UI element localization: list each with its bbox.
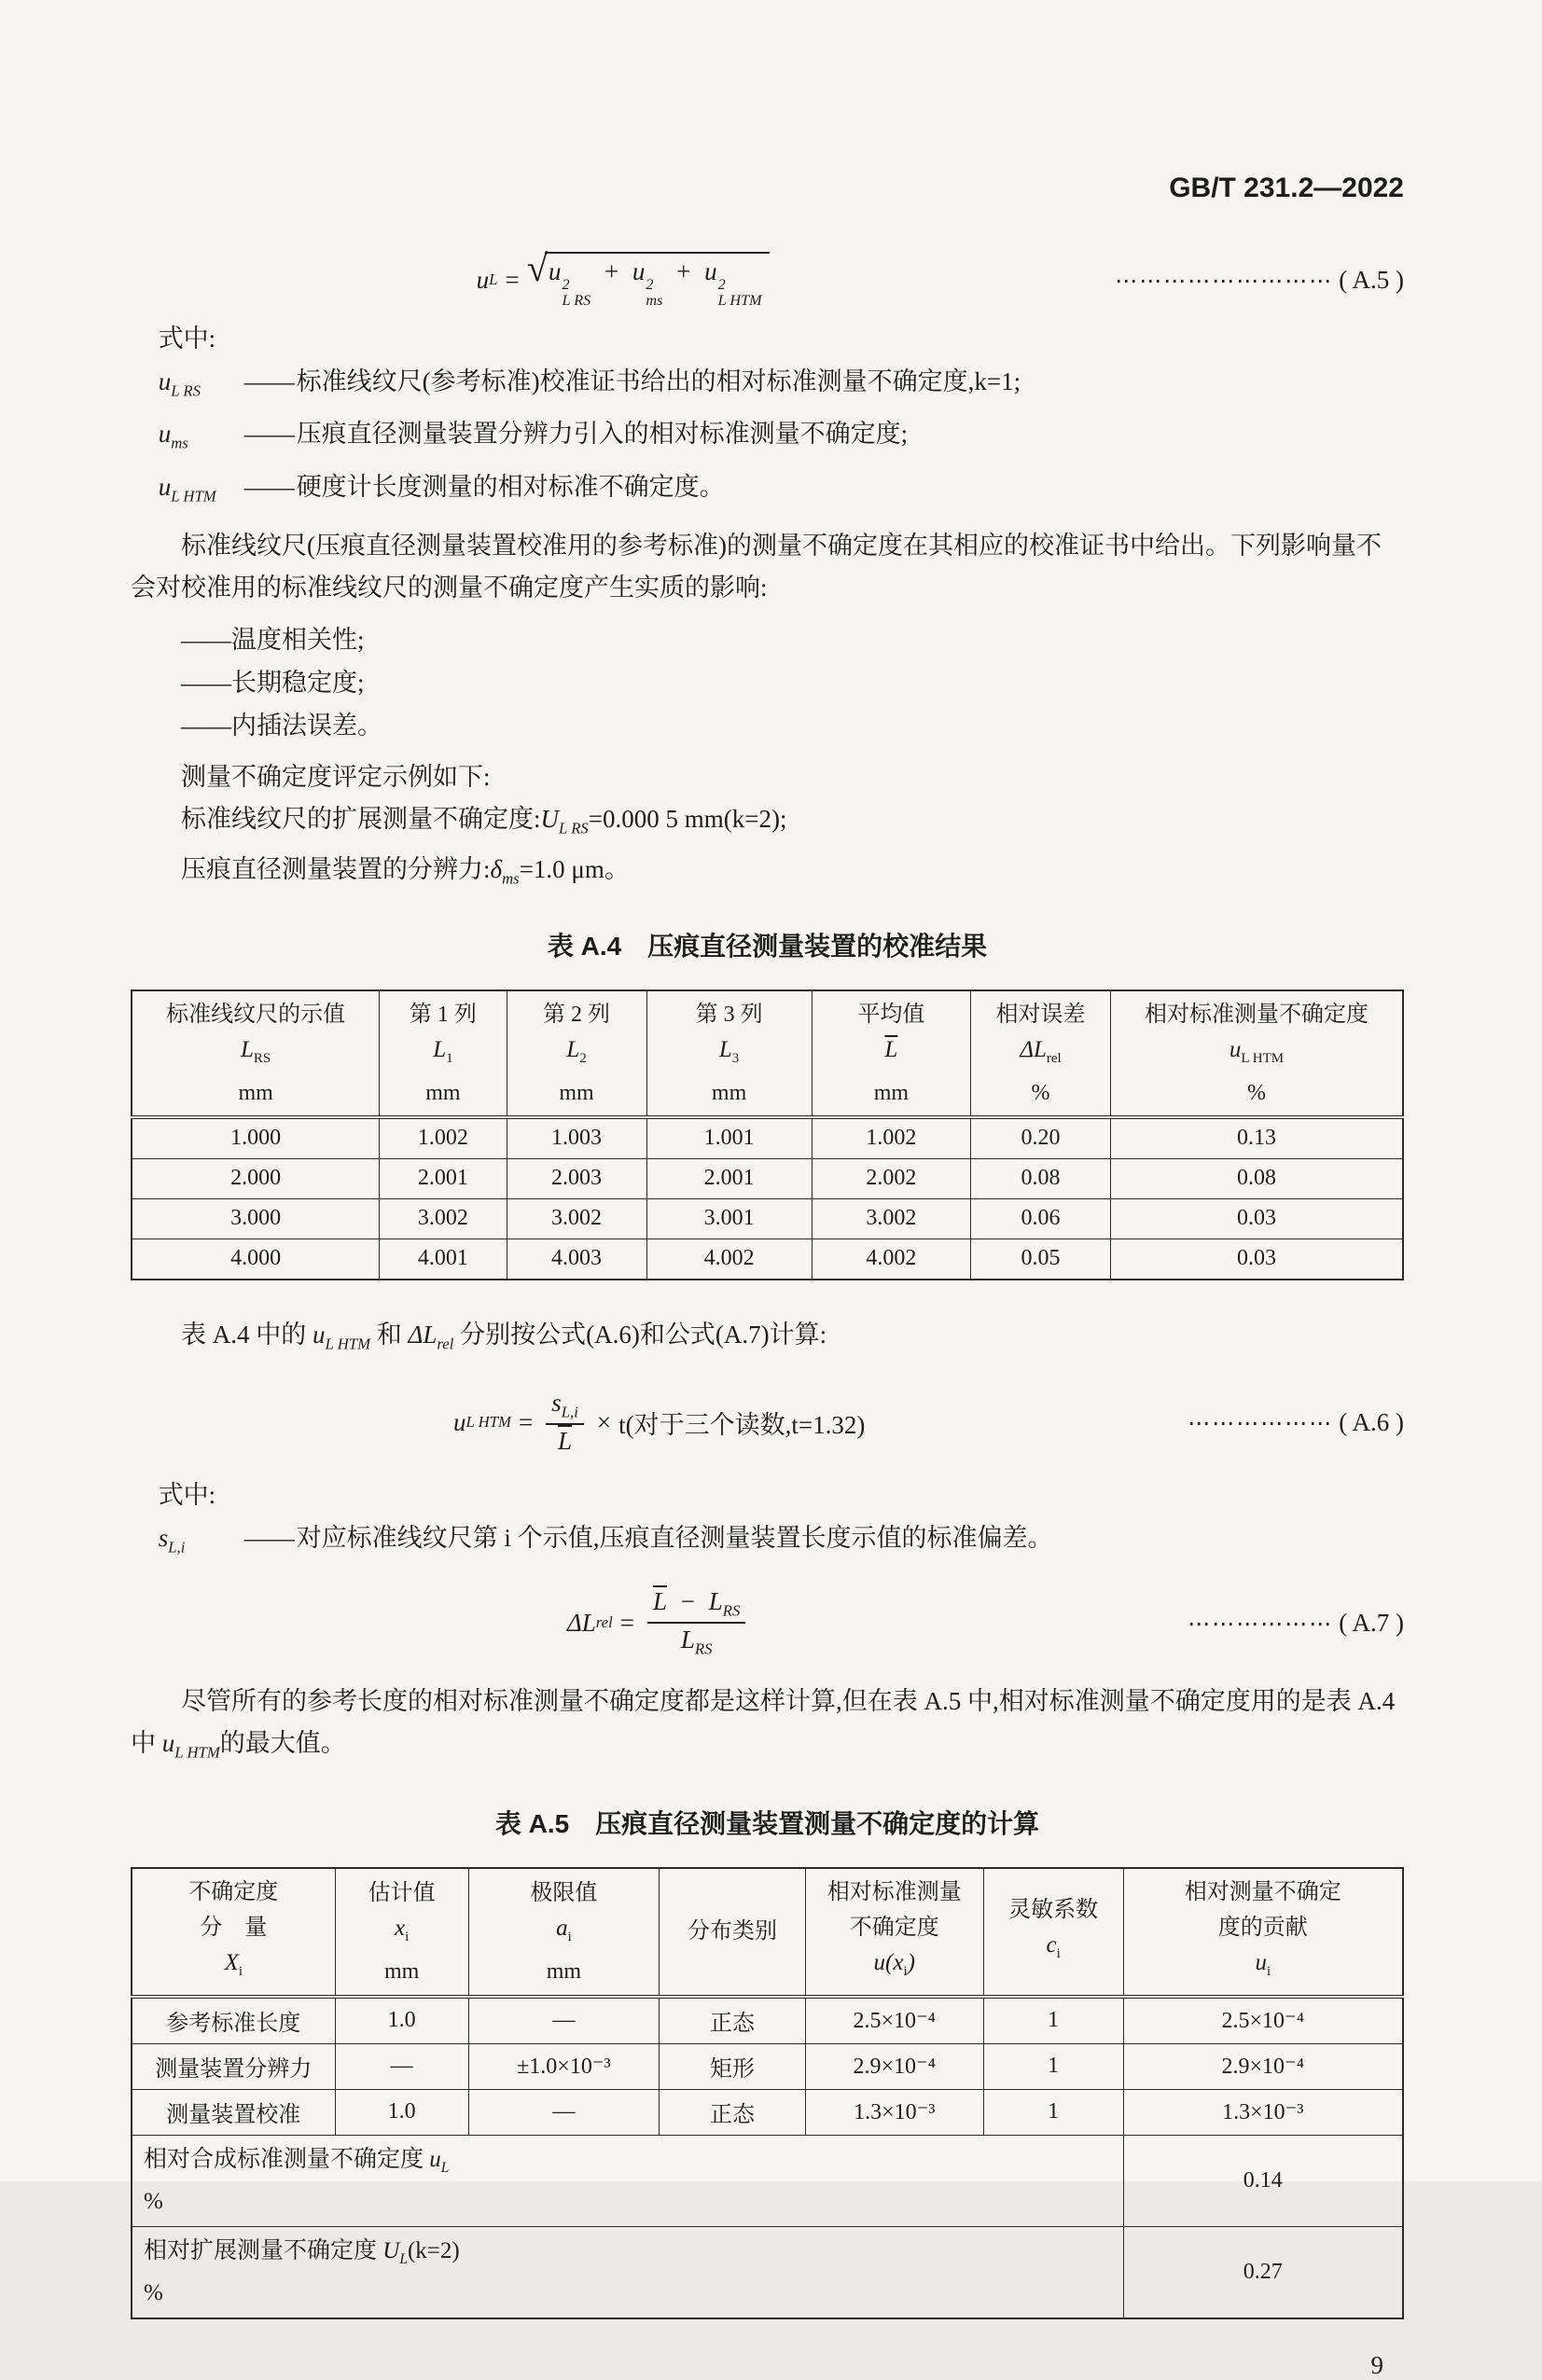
table-row [132, 1198, 1403, 1238]
formula-a6 [131, 1376, 1404, 1469]
formula-a6-lhs-sub: L HTM [465, 1413, 511, 1432]
table-row [132, 2089, 1403, 2135]
a4-col-relerror [971, 990, 1111, 1117]
col-unit: mm [711, 1080, 747, 1105]
list-item: ——长期稳定度; [181, 668, 365, 697]
symbol-base: u [161, 1729, 175, 1758]
a5-col-component [132, 1868, 335, 1997]
cell: 3.001 [646, 1198, 812, 1238]
example-intro: 测量不确定度评定示例如下: [181, 762, 491, 791]
symbol-base: U [382, 2237, 400, 2263]
symbol-base: x [893, 1949, 904, 1975]
example-1-value: =0.000 5 mm(k=2); [588, 804, 787, 833]
cell: — [468, 1997, 659, 2044]
formula-a7 [131, 1576, 1404, 1669]
formula-a6-number: ( A.6 ) [1339, 1407, 1404, 1436]
cell: 2.001 [380, 1158, 507, 1198]
col-symbol [134, 1945, 333, 1989]
fraction [647, 1587, 745, 1659]
col-title: 第 2 列 [543, 1002, 611, 1027]
col-unit: mm [383, 1958, 420, 1984]
symbol-base: L [680, 1626, 695, 1654]
term3-supsub [718, 277, 762, 309]
col-title: 极限值 [530, 1880, 598, 1905]
symbol-base: c [1046, 1931, 1057, 1958]
fraction [546, 1389, 584, 1456]
col-symbol [649, 1032, 810, 1076]
text-run: 的最大值。 [219, 1729, 346, 1758]
symbol-sub: rel [1046, 1050, 1062, 1066]
definition-text: 硬度计长度测量的相对标准不确定度。 [296, 472, 725, 501]
a5-col-contribution [1123, 1868, 1403, 1997]
definition-sli [159, 1516, 1404, 1569]
symbol-base: u [313, 1320, 326, 1349]
symbol-base: s [551, 1388, 562, 1417]
col-symbol [986, 1928, 1121, 1972]
table-a4-header-row [132, 990, 1403, 1117]
formula-a6-lhs: u [452, 1407, 466, 1436]
symbol-sub: L RS [559, 819, 589, 837]
example-2-prefix: 压痕直径测量装置的分辨力: [181, 855, 491, 884]
formula-a7-lhs-sub: rel [595, 1613, 613, 1632]
cell: 1.002 [380, 1117, 507, 1159]
cell: 2.9×10⁻⁴ [805, 2043, 983, 2089]
summary-value: 0.27 [1123, 2226, 1403, 2318]
col-unit: mm [546, 1958, 582, 1984]
col-unit: mm [559, 1080, 594, 1105]
a5-col-limit [468, 1868, 659, 1997]
symbol-base: L [708, 1587, 723, 1616]
symbol-prefix: u( [873, 1949, 894, 1975]
col-symbol [509, 1032, 645, 1076]
cell: 4.000 [132, 1238, 380, 1280]
symbol-sub: i [1266, 1963, 1271, 1979]
table-a4 [131, 989, 1404, 1280]
formula-a7-lhs: ΔL [566, 1608, 596, 1637]
symbol-sub: L,i [168, 1538, 186, 1557]
standard-number: GB/T 231.2—2022 [1169, 173, 1404, 203]
cell: 正态 [660, 1997, 806, 2044]
cell: 4.002 [812, 1238, 970, 1280]
formula-a5-lhs-sub: L [489, 270, 498, 289]
list-item: ——内插法误差。 [181, 711, 382, 740]
paragraph-formula-intro [131, 1314, 1404, 1364]
col-symbol [973, 1032, 1108, 1076]
cell: 1 [983, 2043, 1123, 2089]
symbol-base: u [1229, 1036, 1242, 1062]
symbol-suffix: ) [907, 1949, 915, 1975]
symbol-base: u [158, 420, 172, 449]
term1: u [548, 257, 562, 285]
a5-col-estimate [335, 1868, 468, 1997]
formula-a5-number: ( A.5 ) [1339, 265, 1404, 294]
dotted-leader: ⋯⋯⋯⋯⋯⋯ [1188, 1411, 1334, 1436]
col-unit: mm [425, 1080, 461, 1105]
term3-sub: L HTM [717, 291, 762, 309]
symbol-base: ΔL [1020, 1036, 1047, 1062]
cell: 2.000 [132, 1158, 380, 1198]
col-title: 不确定度 [849, 1915, 939, 1940]
symbol-base: L [558, 1427, 573, 1456]
term3: u [704, 257, 717, 285]
cell: 1 [983, 1997, 1123, 2044]
col-symbol [814, 1032, 968, 1076]
col-symbol [134, 1032, 377, 1076]
cell: 3.002 [507, 1198, 646, 1238]
cell: 4.001 [380, 1238, 507, 1280]
summary-label [132, 2135, 1123, 2226]
a4-col-l2 [507, 990, 646, 1117]
symbol-sub: i [567, 1929, 572, 1944]
col-title: 估计值 [368, 1880, 436, 1905]
cell: 0.05 [971, 1238, 1111, 1280]
cell: 0.20 [971, 1117, 1111, 1159]
symbol-base: x [394, 1915, 406, 1941]
symbol-sub: L RS [171, 381, 201, 400]
table-a4-title: 表 A.4 压痕直径测量装置的校准结果 [547, 931, 988, 961]
table-row [132, 1997, 1403, 2044]
dotted-leader: ⋯⋯⋯⋯⋯⋯ [1188, 1612, 1334, 1637]
cell: 3.002 [380, 1198, 507, 1238]
symbol-sub: RS [694, 1640, 713, 1658]
definition-dash: —— [243, 472, 295, 501]
term3-sup: 2 [717, 275, 726, 293]
symbol-base: u [158, 472, 172, 501]
symbol-base: $\overline{L}$ [884, 1036, 898, 1062]
cell: 0.08 [1110, 1158, 1403, 1198]
plus-sign: + [676, 257, 691, 285]
fraction-numerator [647, 1587, 745, 1624]
cell: 参考标准长度 [132, 1997, 335, 2044]
fraction-denominator [647, 1624, 745, 1658]
table-a5 [131, 1867, 1404, 2319]
cell: 2.5×10⁻⁴ [805, 1997, 983, 2044]
radicand [545, 252, 770, 309]
text-run: 相对合成标准测量不确定度 [144, 2146, 430, 2172]
symbol-sub: L HTM [171, 486, 216, 505]
formula-a6-body [131, 1389, 1188, 1456]
text-run: 相对扩展测量不确定度 [144, 2237, 383, 2263]
a4-col-l1 [380, 990, 507, 1117]
cell: 测量装置校准 [132, 2089, 335, 2135]
symbol-sub: L HTM [174, 1743, 220, 1762]
symbol-sub: rel [437, 1335, 454, 1353]
symbol-base: δ [490, 855, 503, 884]
example-1 [131, 798, 1404, 849]
col-title: 不确定度 [188, 1879, 279, 1904]
term2-sup: 2 [646, 275, 654, 293]
inline-symbol-ul [429, 2146, 450, 2176]
cell: 1.0 [335, 1997, 468, 2044]
example-1-prefix: 标准线纹尺的扩展测量不确定度: [181, 804, 541, 833]
inline-symbol-ulhtm [313, 1320, 371, 1353]
cell: — [335, 2043, 468, 2089]
times-sign: × [596, 1407, 612, 1436]
table-row [132, 1238, 1403, 1280]
formula-a6-condition: t(对于三个读数,t=1.32) [618, 1410, 866, 1439]
fraction-denominator [546, 1425, 584, 1456]
symbol-sub: L HTM [325, 1335, 371, 1353]
equals-sign: = [505, 265, 520, 294]
col-symbol [1113, 1032, 1400, 1076]
definition-ums [159, 412, 1404, 464]
text-run: 和 [370, 1320, 409, 1349]
col-unit: mm [238, 1080, 273, 1105]
col-symbol [808, 1945, 981, 1989]
where-label: 式中: [158, 1481, 216, 1510]
symbol-sub: i [903, 1963, 908, 1979]
symbol-sub: ms [502, 869, 520, 888]
col-title: 相对误差 [995, 1002, 1086, 1027]
table-row [132, 1117, 1403, 1159]
cell: 4.003 [507, 1238, 646, 1280]
col-symbol [1126, 1945, 1400, 1989]
a5-col-std-uncertainty [805, 1868, 983, 1997]
cell: 矩形 [660, 2043, 806, 2089]
symbol-base: a [556, 1915, 568, 1941]
col-title: 分布类别 [687, 1919, 777, 1944]
list-item: ——温度相关性; [181, 625, 365, 654]
symbol-sub: 1 [446, 1050, 453, 1066]
col-title: 相对标准测量 [827, 1879, 962, 1904]
formula-a5-body [131, 247, 1115, 309]
cell: 正态 [660, 2089, 806, 2135]
col-symbol [471, 1911, 657, 1955]
symbol-sub: 2 [579, 1050, 587, 1066]
influence-list [131, 618, 1404, 747]
where-label: 式中: [158, 324, 216, 353]
table-a5-header-row [132, 1868, 1403, 1997]
cell: ±1.0×10⁻³ [468, 2043, 659, 2089]
term1-supsub [562, 277, 590, 309]
cell: 1.001 [646, 1117, 812, 1159]
summary-unit: % [144, 2188, 163, 2214]
definition-dash: —— [243, 420, 295, 449]
cell: 1.0 [335, 2089, 468, 2135]
table-row [132, 1158, 1403, 1198]
term1-sub: L RS [562, 291, 591, 309]
symbol-sub: i [238, 1963, 243, 1979]
summary-label-line [144, 2235, 1112, 2276]
cell: 0.03 [1110, 1238, 1403, 1280]
cell: 0.03 [1110, 1198, 1403, 1238]
col-unit: % [1246, 1080, 1266, 1105]
definition-symbol [159, 412, 244, 464]
symbol-lbar: $\overline{L}$ [652, 1587, 667, 1616]
cell: 0.06 [971, 1198, 1111, 1238]
col-title: 度的贡献 [1217, 1915, 1308, 1940]
col-unit: mm [873, 1080, 910, 1105]
table-a5-title: 表 A.5 压痕直径测量装置测量不确定度的计算 [494, 1808, 1040, 1838]
inline-symbol-UL [382, 2237, 408, 2267]
symbol-base: u [158, 367, 172, 395]
dotted-leader: ⋯⋯⋯⋯⋯⋯⋯⋯⋯ [1115, 269, 1334, 294]
col-title: 相对标准测量不确定度 [1144, 1002, 1368, 1027]
symbol-base: L [718, 1036, 732, 1062]
text-run: (k=2) [407, 2237, 460, 2263]
cell: 3.002 [812, 1198, 970, 1238]
a5-col-sensitivity [983, 1868, 1123, 1997]
symbol-sub: RS [253, 1050, 271, 1066]
col-title: 第 3 列 [695, 1002, 763, 1027]
definition-symbol [159, 465, 244, 518]
text-run: 分别按公式(A.6)和公式(A.7)计算: [453, 1320, 827, 1349]
definition-text: 压痕直径测量装置分辨力引入的相对标准测量不确定度; [296, 420, 909, 449]
symbol-base: s [158, 1524, 169, 1553]
equals-sign: = [518, 1407, 534, 1436]
table-row [132, 2043, 1403, 2089]
symbol-sub: RS [722, 1601, 741, 1620]
cell: 2.001 [646, 1158, 812, 1198]
definition-symbol [159, 360, 244, 412]
term2-supsub [646, 277, 662, 309]
term2-sub: ms [646, 291, 663, 309]
text-run: 尽管所有的参考长度的相对标准测量不确定度都是这样计算,但在表 A.5 中,相对标准测量不确定度用的是表 A.4 中 [131, 1687, 1396, 1758]
symbol-base: L [566, 1036, 580, 1062]
cell: 0.13 [1110, 1117, 1403, 1159]
symbol-sub: 3 [731, 1050, 740, 1066]
col-title: 分 量 [200, 1915, 268, 1940]
paragraph-calibration-certificate: 标准线纹尺(压痕直径测量装置校准用的参考标准)的测量不确定度在其相应的校准证书中给出。下列影响量不会对校准用的标准线纹尺的测量不确定度产生实质的影响: [131, 531, 1382, 602]
symbol-base: L [433, 1036, 447, 1062]
definition-text: 对应标准线纹尺第 i 个示值,压痕直径测量装置长度示值的标准偏差。 [296, 1524, 1053, 1553]
cell: 1.3×10⁻³ [1123, 2089, 1403, 2135]
summary-row-expanded [132, 2226, 1403, 2318]
symbol-sub: L,i [561, 1403, 578, 1421]
col-title: 标准线纹尺的示值 [166, 1002, 346, 1027]
formula-a7-body [131, 1587, 1188, 1659]
summary-unit: % [144, 2279, 163, 2305]
formula-a7-number: ( A.7 ) [1339, 1608, 1404, 1637]
symbol-sub: ms [171, 434, 188, 452]
symbol-sub: L [440, 2159, 450, 2176]
a4-col-uncertainty [1110, 990, 1403, 1117]
cell: 2.9×10⁻⁴ [1123, 2043, 1403, 2089]
plus-sign: + [604, 257, 619, 285]
summary-label [132, 2226, 1123, 2318]
equals-sign: = [619, 1608, 634, 1637]
symbol-sub: i [405, 1929, 410, 1944]
summary-label-line [144, 2143, 1112, 2185]
cell: 3.000 [132, 1198, 380, 1238]
definition-ulhtm [159, 465, 1404, 518]
a4-col-mean [812, 990, 970, 1117]
col-title: 第 1 列 [409, 1002, 477, 1027]
symbol-sub: L HTM [1241, 1050, 1285, 1066]
cell: 1.3×10⁻³ [805, 2089, 983, 2135]
col-unit: % [1031, 1080, 1050, 1105]
symbol-base: u [429, 2146, 441, 2172]
col-title: 平均值 [857, 1002, 925, 1027]
symbol-base: L [241, 1036, 254, 1062]
symbol-base: U [540, 804, 560, 833]
symbol-base: u [1255, 1949, 1267, 1975]
formula-a5-lhs: u [476, 265, 490, 294]
radical-sign: √ [526, 247, 548, 289]
col-symbol [382, 1032, 504, 1076]
inline-symbol-dlrel [408, 1320, 454, 1353]
col-title: 灵敏系数 [1008, 1897, 1099, 1922]
cell: 1 [983, 2089, 1123, 2135]
paragraph-max-value [131, 1681, 1404, 1773]
a5-col-distribution [660, 1868, 806, 1997]
definition-symbol [159, 1516, 244, 1569]
symbol-base: ΔL [408, 1320, 438, 1349]
cell: 1.003 [507, 1117, 646, 1159]
formula-a5 [131, 247, 1404, 309]
summary-value: 0.14 [1123, 2135, 1403, 2226]
cell: 2.5×10⁻⁴ [1123, 1997, 1403, 2044]
definition-ulrs [159, 360, 1404, 412]
symbol-sub: L [399, 2250, 408, 2267]
example-2-symbol [490, 855, 520, 888]
definition-text: 标准线纹尺(参考标准)校准证书给出的相对标准测量不确定度,k=1; [296, 367, 1021, 395]
page-number: 9 [1370, 2350, 1383, 2379]
page-content [131, 0, 1404, 2380]
summary-row-combined [132, 2135, 1403, 2226]
symbol-base: X [224, 1949, 239, 1975]
cell: 测量装置分辨力 [132, 2043, 335, 2089]
example-2-value: =1.0 μm。 [519, 855, 630, 884]
term2: u [632, 257, 646, 285]
text-run: 表 A.4 中的 [181, 1320, 313, 1349]
col-symbol [338, 1911, 466, 1955]
fraction-numerator [546, 1389, 584, 1425]
definition-dash: —— [243, 1524, 295, 1553]
definition-dash: —— [243, 367, 295, 395]
a4-col-l3 [646, 990, 812, 1117]
cell: 0.08 [971, 1158, 1111, 1198]
a4-col-lrs [132, 990, 380, 1117]
cell: 2.002 [812, 1158, 970, 1198]
cell: 1.000 [132, 1117, 380, 1159]
cell: 1.002 [812, 1117, 970, 1159]
inline-symbol-ulhtm [161, 1729, 220, 1762]
example-2 [131, 849, 1404, 899]
cell: — [468, 2089, 659, 2135]
col-title: 相对测量不确定 [1184, 1879, 1341, 1904]
cell: 4.002 [646, 1238, 812, 1280]
minus-sign: − [680, 1587, 695, 1616]
term1-sup: 2 [562, 275, 570, 293]
square-root [526, 247, 770, 309]
symbol-sub: i [1056, 1945, 1061, 1961]
example-1-symbol [540, 804, 589, 837]
cell: 2.003 [507, 1158, 646, 1198]
